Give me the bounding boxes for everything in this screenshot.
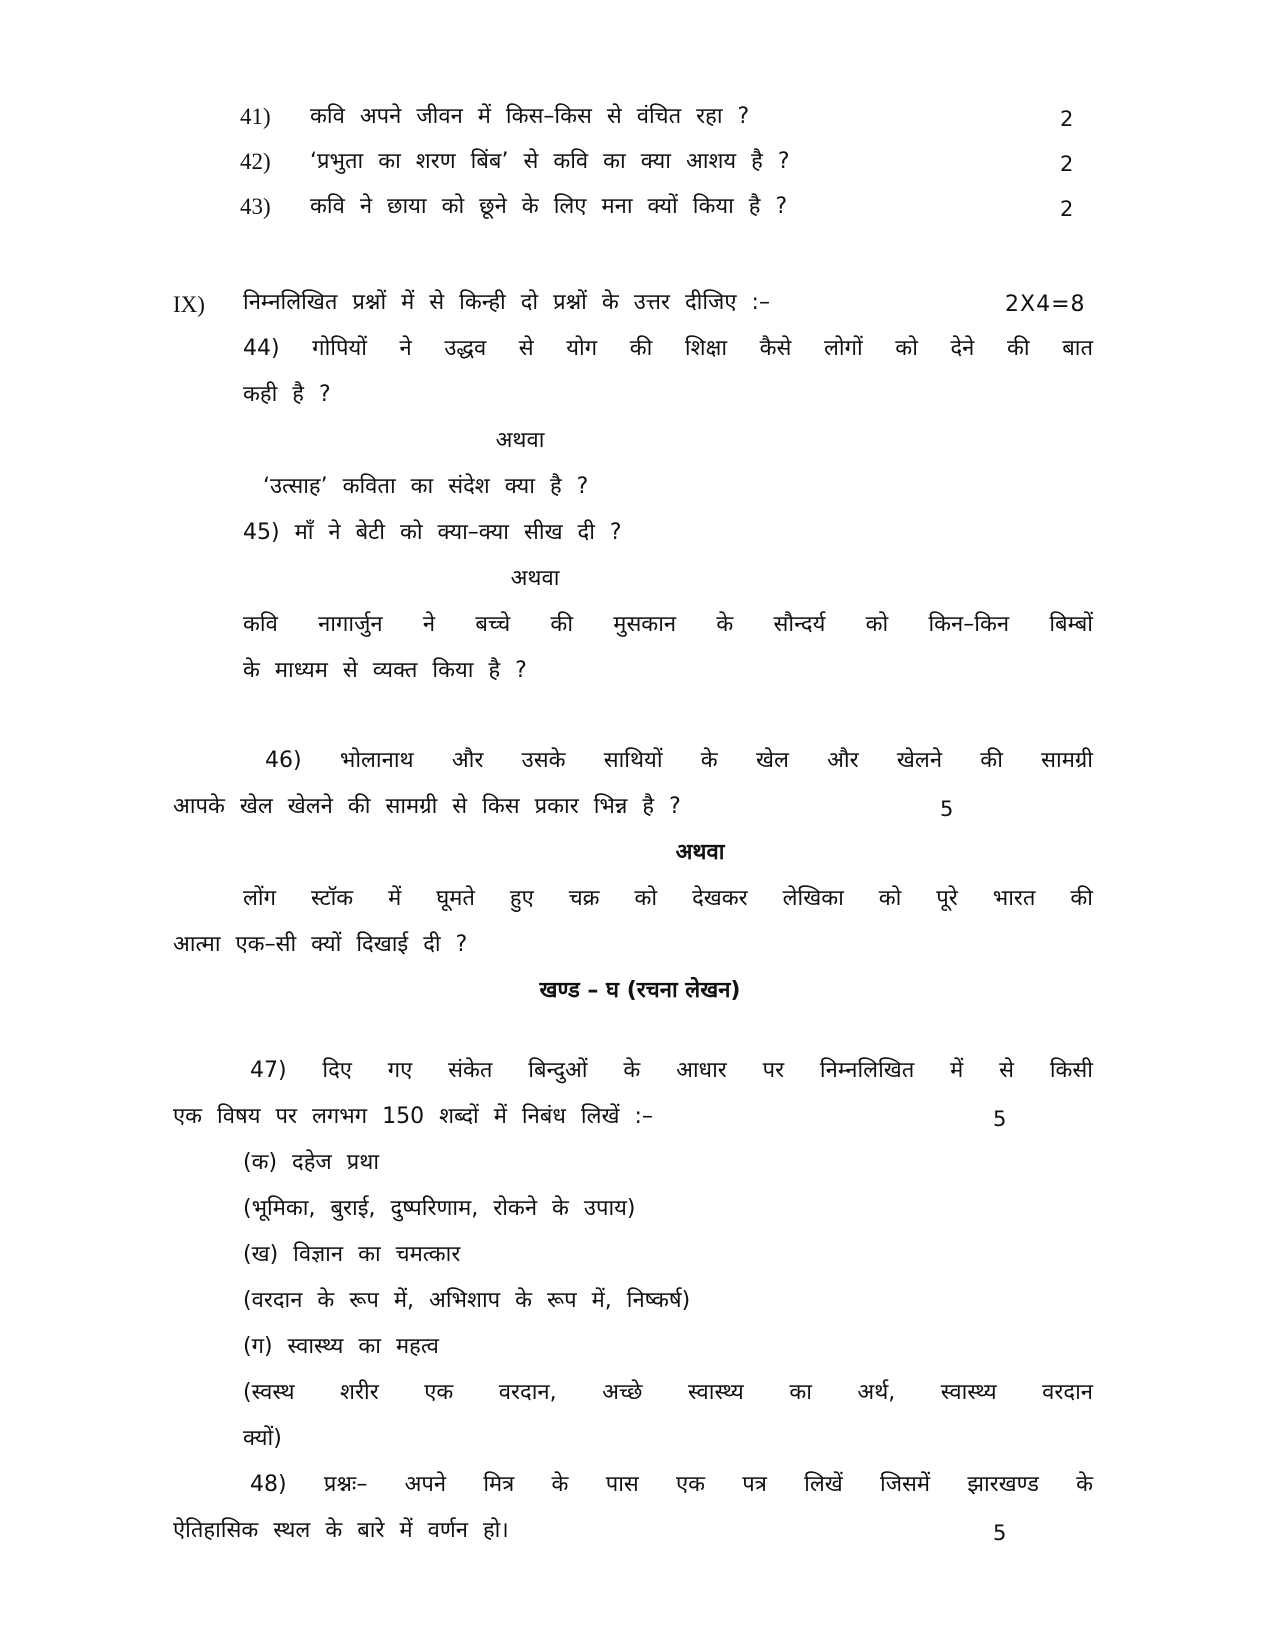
question-text: कवि अपने जीवन में किस–किस से वंचित रहा ?	[310, 104, 750, 129]
section-marks: 2X4=8	[1005, 292, 1086, 317]
section-number: IX)	[173, 292, 205, 317]
question-number: 43)	[240, 194, 271, 219]
hint-a: (भूमिका, बुराई, दुष्परिणाम, रोकने के उपाय)	[243, 1196, 636, 1221]
alternate-question-line1: लोंग स्टॉक में घूमते हुए चक्र को देखकर लेखिका को पूरे भारत की	[243, 886, 1093, 911]
hint-b: (वरदान के रूप में, अभिशाप के रूप में, निष्कर्ष)	[243, 1288, 691, 1313]
question-text-line1: 48) प्रश्नः– अपने मित्र के पास एक पत्र लिखें जिसमें झारखण्ड के	[250, 1472, 1093, 1497]
question-text-line2: आपके खेल खेलने की सामग्री से किस प्रकार भिन्न है ?	[173, 794, 681, 819]
alternate-question-line1: कवि नागार्जुन ने बच्चे की मुसकान के सौन्दर्य को किन–किन बिम्बों	[243, 612, 1093, 637]
marks: 2	[1060, 197, 1074, 221]
alternate-question-line2: के माध्यम से व्यक्त किया है ?	[243, 658, 527, 683]
hint-c-line1: (स्वस्थ शरीर एक वरदान, अच्छे स्वास्थ्य का अर्थ, स्वास्थ्य वरदान	[243, 1380, 1093, 1405]
question-text: कवि ने छाया को छूने के लिए मना क्यों किया है ?	[310, 194, 788, 219]
alternate-question: ‘उत्साह’ कविता का संदेश क्या है ?	[263, 474, 589, 499]
or-label: अथवा	[510, 566, 560, 591]
question-text-line1: 46) भोलानाथ और उसके साथियों के खेल और खेलने की सामग्री	[265, 748, 1093, 773]
question-text-line1: 45) माँ ने बेटी को क्या–क्या सीख दी ?	[243, 520, 622, 545]
hint-c-line2: क्यों)	[243, 1426, 282, 1451]
or-label: अथवा	[495, 428, 545, 453]
section-d-title: खण्ड – घ (रचना लेखन)	[539, 978, 741, 1003]
question-text-line2: ऐतिहासिक स्थल के बारे में वर्णन हो।	[173, 1518, 509, 1543]
question-number: 41)	[240, 104, 271, 129]
question-text-line2: एक विषय पर लगभग 150 शब्दों में निबंध लिखें :–	[173, 1104, 653, 1129]
or-label: अथवा	[675, 840, 725, 865]
marks: 5	[993, 1107, 1007, 1131]
topic-b: (ख) विज्ञान का चमत्कार	[243, 1242, 461, 1267]
question-text-line2: कही है ?	[243, 382, 331, 407]
marks: 2	[1060, 107, 1074, 131]
topic-c: (ग) स्वास्थ्य का महत्व	[243, 1334, 439, 1359]
question-text-line1: 44) गोपियों ने उद्धव से योग की शिक्षा कैसे लोगों को देने की बात	[243, 336, 1093, 361]
marks: 2	[1060, 152, 1074, 176]
topic-a: (क) दहेज प्रथा	[243, 1150, 380, 1175]
alternate-question-line2: आत्मा एक–सी क्यों दिखाई दी ?	[173, 932, 468, 957]
marks: 5	[940, 797, 954, 821]
marks: 5	[993, 1521, 1007, 1545]
question-text: ‘प्रभुता का शरण बिंब’ से कवि का क्या आशय है ?	[310, 149, 790, 174]
section-instruction: निम्नलिखित प्रश्नों में से किन्ही दो प्रश्नों के उत्तर दीजिए :–	[243, 290, 770, 315]
question-text-line1: 47) दिए गए संकेत बिन्दुओं के आधार पर निम्नलिखित में से किसी	[250, 1058, 1093, 1083]
question-number: 42)	[240, 149, 271, 174]
